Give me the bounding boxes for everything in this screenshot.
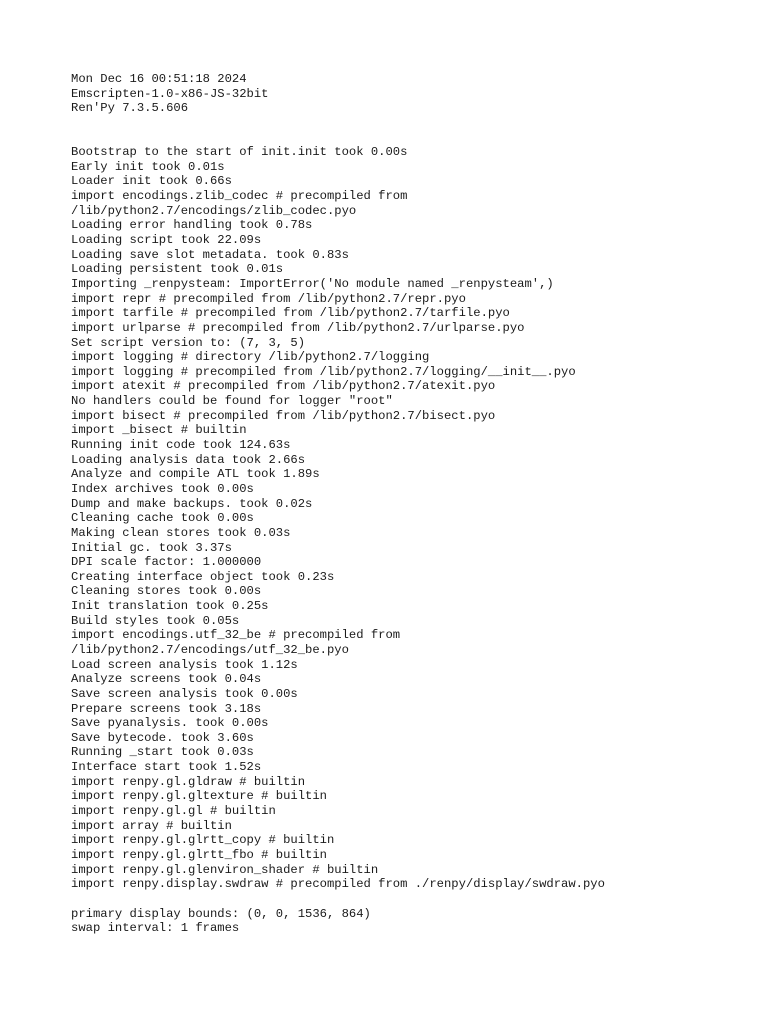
log-line: import renpy.gl.glenviron_shader # builtin (71, 862, 379, 877)
log-line: Running init code took 124.63s (71, 438, 291, 453)
log-line: Emscripten-1.0-x86-JS-32bit (71, 86, 269, 101)
log-line: DPI scale factor: 1.000000 (71, 555, 262, 570)
log-line: import atexit # precompiled from /lib/python2.7/atexit.pyo (71, 379, 496, 394)
log-line: Loading script took 22.09s (71, 233, 262, 248)
log-blank-line (71, 131, 605, 146)
log-line: Early init took 0.01s (71, 159, 225, 174)
log-line: Importing _renpysteam: ImportError('No module named _renpysteam',) (71, 276, 554, 291)
log-line: import encodings.zlib_codec # precompiled from (71, 189, 408, 204)
log-line: Init translation took 0.25s (71, 599, 269, 614)
log-line: import renpy.gl.glrtt_fbo # builtin (71, 847, 327, 862)
log-line: import logging # directory /lib/python2.7/logging (71, 350, 430, 365)
log-line: Interface start took 1.52s (71, 760, 262, 775)
log-line: Loading error handling took 0.78s (71, 218, 313, 233)
log-line: Loading save slot metadata. took 0.83s (71, 247, 349, 262)
log-line: No handlers could be found for logger "root" (71, 394, 393, 409)
log-line: Loader init took 0.66s (71, 174, 232, 189)
log-line: import tarfile # precompiled from /lib/python2.7/tarfile.pyo (71, 306, 510, 321)
log-line: Cleaning stores took 0.00s (71, 584, 262, 599)
log-line: primary display bounds: (0, 0, 1536, 864) (71, 906, 371, 921)
log-line: Initial gc. took 3.37s (71, 540, 232, 555)
log-line: Analyze and compile ATL took 1.89s (71, 467, 320, 482)
log-line: Build styles took 0.05s (71, 613, 240, 628)
log-line: Set script version to: (7, 3, 5) (71, 335, 306, 350)
log-line: Mon Dec 16 00:51:18 2024 (71, 72, 247, 86)
log-line: Save screen analysis took 0.00s (71, 686, 298, 701)
log-line: Ren'Py 7.3.5.606 (71, 101, 189, 116)
log-line: Dump and make backups. took 0.02s (71, 496, 313, 511)
log-line: import logging # precompiled from /lib/python2.7/logging/__init__.pyo (71, 364, 576, 379)
log-blank-line (71, 892, 605, 907)
log-line: import bisect # precompiled from /lib/python2.7/bisect.pyo (71, 408, 496, 423)
log-line: Prepare screens took 3.18s (71, 701, 262, 716)
log-line: Loading persistent took 0.01s (71, 262, 284, 277)
log-line: import repr # precompiled from /lib/python2.7/repr.pyo (71, 291, 466, 306)
log-line: import renpy.gl.glrtt_copy # builtin (71, 833, 335, 848)
log-line: Cleaning cache took 0.00s (71, 511, 254, 526)
log-line: Making clean stores took 0.03s (71, 525, 291, 540)
log-line: import array # builtin (71, 818, 232, 833)
log-line: Save pyanalysis. took 0.00s (71, 716, 269, 731)
log-blank-line (71, 116, 605, 131)
log-line: import renpy.display.swdraw # precompiled from ./renpy/display/swdraw.pyo (71, 877, 605, 892)
log-output (71, 72, 605, 936)
log-line: /lib/python2.7/encodings/zlib_codec.pyo (71, 203, 357, 218)
log-line: import renpy.gl.gltexture # builtin (71, 789, 327, 804)
log-line: Loading analysis data took 2.66s (71, 452, 306, 467)
log-line: import renpy.gl.gl # builtin (71, 804, 276, 819)
log-line: Load screen analysis took 1.12s (71, 657, 298, 672)
log-line: Running _start took 0.03s (71, 745, 254, 760)
log-line: import renpy.gl.gldraw # builtin (71, 774, 306, 789)
log-line: Index archives took 0.00s (71, 481, 254, 496)
log-line: Analyze screens took 0.04s (71, 672, 262, 687)
log-line: Creating interface object took 0.23s (71, 569, 335, 584)
log-line: import _bisect # builtin (71, 423, 247, 438)
log-line: Save bytecode. took 3.60s (71, 730, 254, 745)
log-line: /lib/python2.7/encodings/utf_32_be.pyo (71, 642, 349, 657)
log-line: import encodings.utf_32_be # precompiled from (71, 628, 401, 643)
log-line: import urlparse # precompiled from /lib/python2.7/urlparse.pyo (71, 320, 525, 335)
log-line: swap interval: 1 frames (71, 921, 240, 936)
log-line: Bootstrap to the start of init.init took 0.00s (71, 145, 408, 160)
